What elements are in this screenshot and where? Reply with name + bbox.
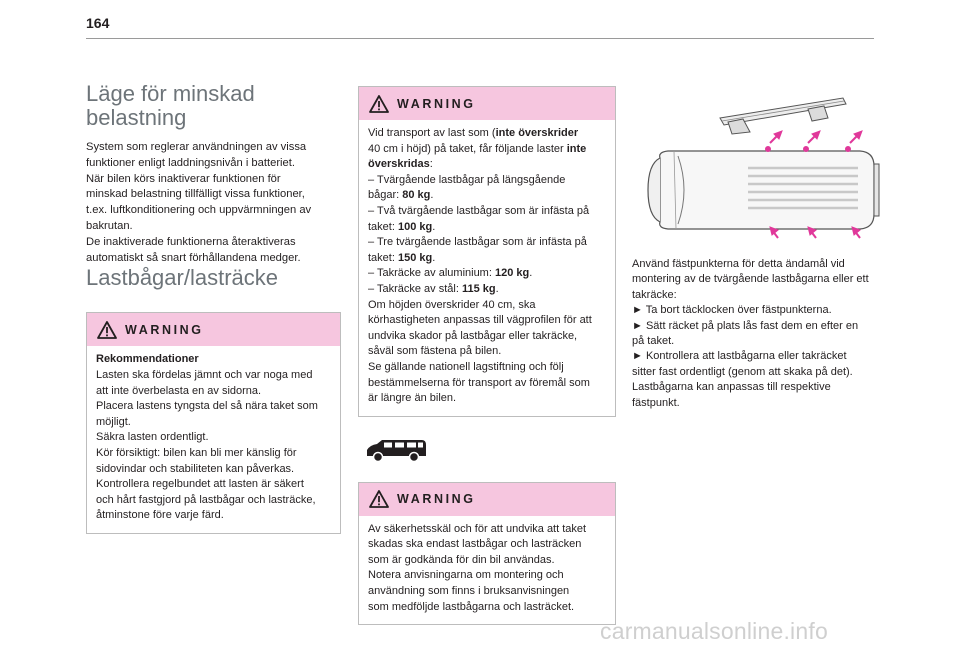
text-line: montering av de tvärgående lastbågarna eller ett	[632, 273, 869, 286]
load-value: 120 kg	[494, 267, 530, 280]
text-run: .	[432, 251, 436, 264]
text-line: Lasten ska fördelas jämnt och var noga med	[96, 368, 313, 381]
load-value: 100 kg	[397, 220, 433, 233]
text-line: såväl som fästena på bilen.	[368, 345, 502, 358]
text-line	[368, 126, 606, 142]
text-line: skadas ska endast lastbågar och lasträcken	[368, 538, 582, 551]
bold-run: inte överskrider	[495, 127, 579, 139]
warning-box-approved-racks	[358, 482, 616, 626]
text-line	[368, 220, 606, 236]
van-icon	[364, 437, 428, 463]
column-right	[632, 96, 894, 411]
text-line: som är godkända för din bil användas.	[368, 553, 555, 566]
warning-header	[359, 87, 615, 120]
text-line: bakrutan.	[86, 219, 133, 232]
text-line: Säkra lasten ordentligt.	[96, 431, 209, 444]
text-line: Använd fästpunkterna för detta ändamål vid	[632, 258, 845, 270]
text-line: Lastbågarna kan anpassas till respektive	[632, 381, 831, 394]
roof-bar-icon	[720, 98, 846, 134]
text-line	[368, 282, 606, 298]
text-run: – Takräcke av stål:	[368, 282, 462, 295]
load-value: 115 kg	[461, 282, 496, 295]
warning-heading: Rekommendationer	[96, 353, 199, 366]
load-mode-text	[86, 140, 341, 266]
warning-box-recommendations	[86, 312, 341, 534]
section-title-roof-racks: Lastbågar/lasträcke	[86, 265, 278, 291]
fixing-point-arrow-icon	[804, 131, 821, 152]
warning-title: WARNING	[397, 492, 476, 507]
text-run: .	[430, 189, 434, 202]
bold-run: överskridas	[368, 158, 430, 171]
text-run: bågar:	[368, 189, 403, 202]
text-line: Placera lastens tyngsta del så nära taket som	[96, 400, 318, 413]
roof-bar-fixing-points-illustration	[638, 96, 883, 246]
text-run: :	[429, 158, 433, 171]
fixing-point-arrow-icon	[846, 131, 863, 152]
text-line: minskad belastning tillfälligt vissa funktioner,	[86, 188, 305, 201]
text-line: som medföljde lastbågarna och lasträcket.	[368, 600, 575, 613]
instructions-text	[632, 257, 894, 411]
text-line: ► Sätt räcket på plats lås fast dem en efter en	[632, 319, 859, 332]
text-run: Vid transport av last som (	[368, 127, 496, 139]
text-line	[368, 142, 606, 158]
text-line: System som reglerar användningen av vissa	[86, 141, 307, 153]
text-line: takräcke:	[632, 288, 677, 301]
text-run: .	[432, 220, 436, 233]
text-line: bestämmelserna för transport av föremål som	[368, 376, 590, 389]
warning-header	[359, 483, 615, 516]
load-value: 150 kg	[397, 251, 433, 264]
text-line: på taket.	[632, 335, 675, 348]
watermark: carmanualsonline.info	[600, 618, 828, 644]
text-line: t.ex. luftkonditionering och uppvärmningen av	[86, 204, 312, 217]
warning-body	[359, 516, 615, 625]
text-line: Kontrollera regelbundet att lasten är säkert	[96, 478, 304, 491]
warning-triangle-icon	[369, 490, 389, 508]
text-run: – Takräcke av aluminium:	[368, 267, 495, 280]
text-run: 40 cm i höjd) på taket, får följande laster	[368, 142, 567, 155]
fixing-point-arrow-icon	[766, 131, 783, 152]
text-line	[368, 266, 606, 282]
text-line: och hårt fastgjord på lastbågar och lasträcke,	[96, 493, 316, 506]
text-line: körhastigheten anpassas till vägprofilen för att	[368, 314, 592, 327]
text-line	[368, 251, 606, 267]
column-middle	[358, 86, 616, 625]
text-line: funktioner enligt laddningsnivån i batteriet.	[86, 156, 295, 169]
text-line: sitter fast ordentligt (genom att skaka på det).	[632, 365, 853, 378]
text-line: att inte överbelasta en av sidorna.	[96, 384, 262, 397]
text-line: – Tre tvärgående lastbågar som är infästa på	[368, 236, 587, 249]
warning-title: WARNING	[125, 322, 204, 337]
text-line: åtminstone före varje färd.	[96, 509, 224, 522]
text-line: Om höjden överskrider 40 cm, ska	[368, 298, 536, 311]
warning-triangle-icon	[369, 95, 389, 113]
text-line: När bilen körs inaktiverar funktionen för	[86, 172, 281, 185]
header-rule	[86, 38, 874, 39]
text-line: undvika skador på lastbågar eller takräcke,	[368, 329, 578, 342]
text-line: automatiskt så snart förhållandena medger.	[86, 251, 301, 264]
column-left	[86, 82, 341, 534]
text-line: möjligt.	[96, 415, 131, 428]
text-run: .	[495, 282, 499, 295]
section-title-load-mode: Läge för minskad belastning	[86, 81, 255, 130]
bold-run: inte	[566, 142, 587, 155]
text-line: – Två tvärgående lastbågar som är infästa på	[368, 204, 590, 217]
text-line: ► Kontrollera att lastbågarna eller takräcket	[632, 350, 847, 363]
warning-body	[87, 346, 340, 533]
text-line: Kör försiktigt: bilen kan bli mer känslig för	[96, 446, 297, 459]
text-run: taket:	[368, 251, 398, 264]
text-line: användning som finns i bruksanvisningen	[368, 585, 570, 598]
text-line: De inaktiverade funktionerna återaktiveras	[86, 235, 296, 248]
text-run: taket:	[368, 220, 398, 233]
warning-body	[359, 120, 615, 416]
text-line: är längre än bilen.	[368, 392, 457, 405]
page-number: 164	[86, 15, 110, 31]
text-line: – Tvärgående lastbågar på längsgående	[368, 173, 566, 186]
warning-box-load-limits	[358, 86, 616, 417]
text-line: Av säkerhetsskäl och för att undvika att taket	[368, 522, 587, 535]
text-line: ► Ta bort täcklocken över fästpunkterna.	[632, 304, 832, 317]
text-line: Notera anvisningarna om montering och	[368, 569, 564, 582]
text-line	[368, 188, 606, 204]
text-line: sidovindar och stabiliteten kan påverkas.	[96, 462, 295, 475]
warning-header	[87, 313, 340, 346]
text-line	[368, 157, 606, 173]
text-line: Se gällande nationell lagstiftning och följ	[368, 360, 564, 373]
load-value: 80 kg	[402, 189, 431, 202]
van-top-view-icon	[648, 151, 879, 229]
text-line: fästpunkt.	[632, 396, 680, 409]
warning-title: WARNING	[397, 96, 476, 111]
text-run: .	[529, 267, 533, 280]
warning-triangle-icon	[97, 321, 117, 339]
